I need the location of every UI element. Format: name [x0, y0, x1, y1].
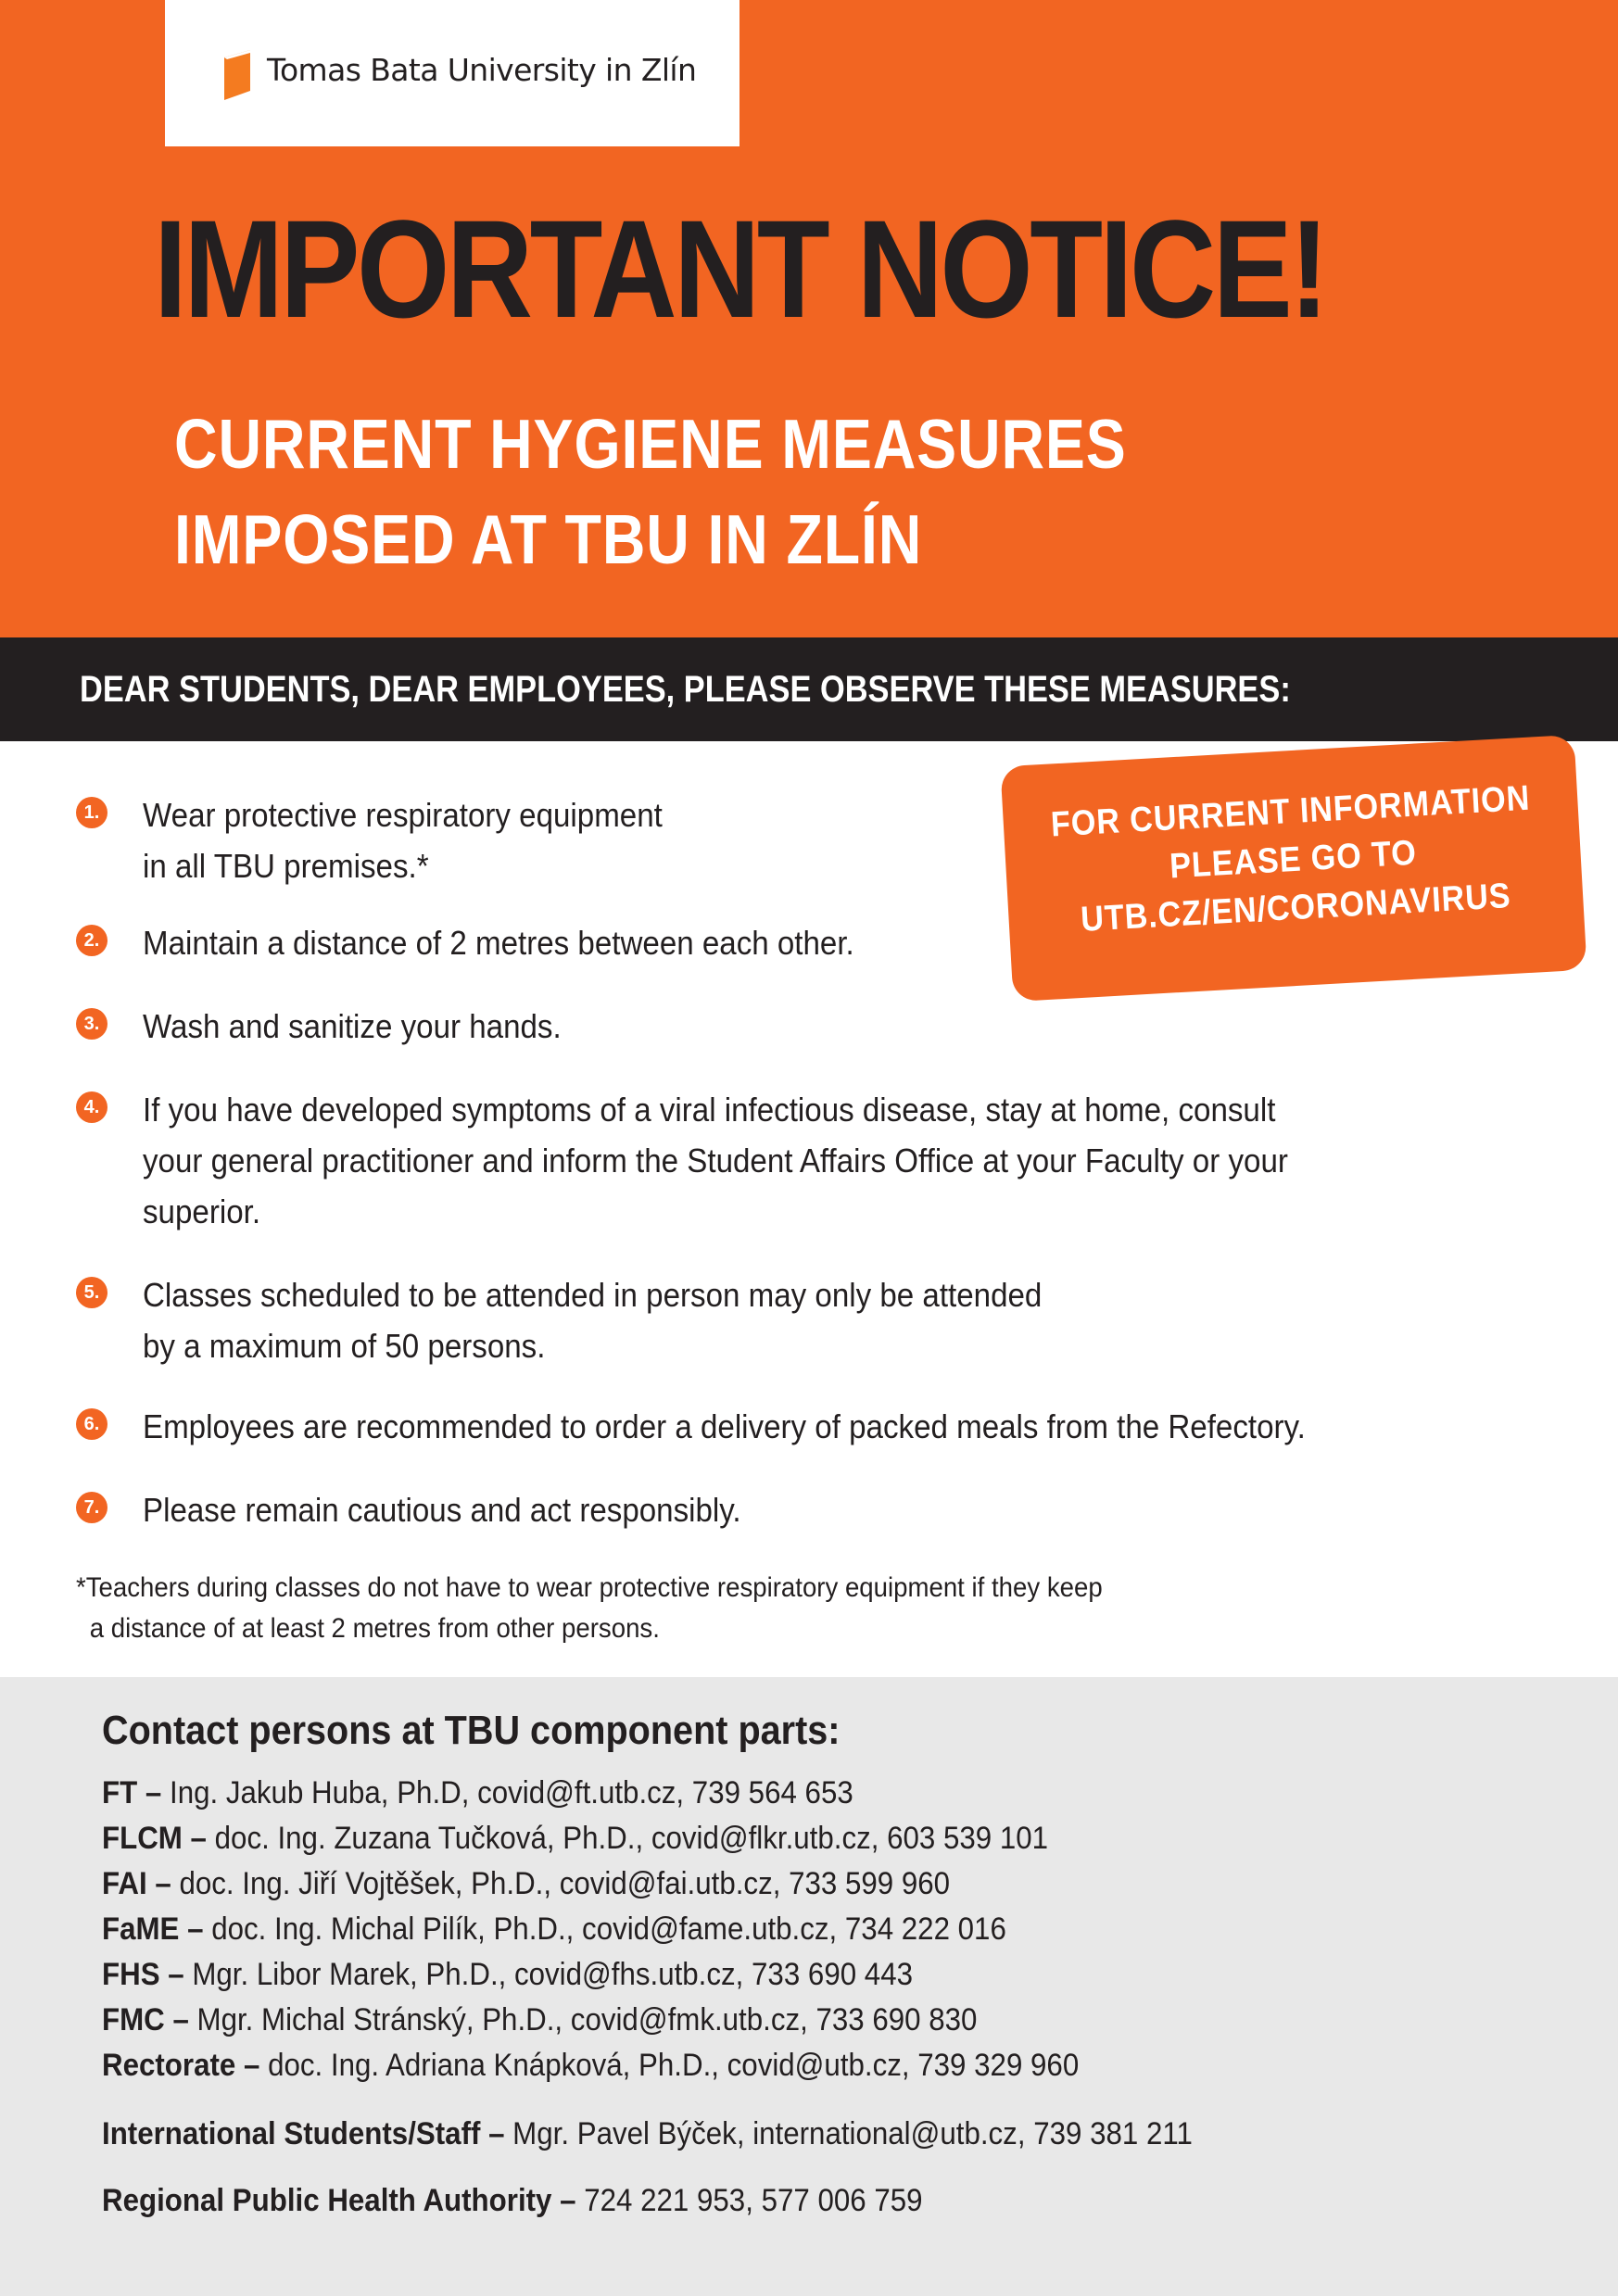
contact-details[interactable]: doc. Ing. Zuzana Tučková, Ph.D., covid@flkr.utb.cz, 603 539 101 — [206, 1821, 1049, 1856]
info-callout[interactable] — [1000, 735, 1586, 1002]
measure-text-line: Wash and sanitize your hands. — [143, 1007, 562, 1045]
contact-details[interactable]: doc. Ing. Jiří Vojtěšek, Ph.D., covid@fai.utb.cz, 733 599 960 — [171, 1866, 951, 1901]
number-badge: 4. — [76, 1091, 107, 1123]
measure-text-line: by a maximum of 50 persons. — [143, 1327, 546, 1365]
contact-unit: Regional Public Health Authority – — [102, 2183, 576, 2218]
footnote — [76, 1568, 1103, 1649]
measure-text-line: Wear protective respiratory equipment — [143, 796, 663, 834]
number-badge: 7. — [76, 1492, 107, 1523]
number-badge: 3. — [76, 1008, 107, 1040]
book-icon — [224, 50, 252, 100]
callout-line-2: PLEASE GO TO — [1169, 833, 1418, 887]
contact-unit: FAI – — [102, 1866, 171, 1901]
number-badge: 2. — [76, 925, 107, 956]
contact-details[interactable]: Ing. Jakub Huba, Ph.D, covid@ft.utb.cz, 739 564 653 — [161, 1775, 853, 1810]
number-badge: 1. — [76, 797, 107, 828]
callout-url-link[interactable]: UTB.CZ/EN/CORONAVIRUS — [1080, 876, 1512, 940]
measure-text-line: Maintain a distance of 2 metres between each other. — [143, 924, 854, 962]
measure-text-line: Employees are recommended to order a delivery of packed meals from the Refectory. — [143, 1407, 1306, 1445]
contact-details[interactable]: Mgr. Michal Stránský, Ph.D., covid@fmk.utb.cz, 733 690 830 — [188, 2002, 978, 2037]
contact-unit: International Students/Staff – — [102, 2116, 505, 2151]
contact-row — [102, 1999, 977, 2041]
contact-details[interactable]: Mgr. Libor Marek, Ph.D., covid@fhs.utb.cz, 733 690 443 — [183, 1957, 913, 1992]
contact-details[interactable]: Mgr. Pavel Býček, international@utb.cz, 739 381 211 — [504, 2116, 1193, 2151]
contact-unit: Rectorate – — [102, 2048, 260, 2083]
contact-row — [102, 1817, 1048, 1860]
measure-text-line: superior. — [143, 1192, 261, 1230]
page-subtitle — [174, 397, 1127, 587]
callout-line-1: FOR CURRENT INFORMATION — [1049, 778, 1532, 845]
page-title: IMPORTANT NOTICE! — [154, 191, 1326, 347]
contact-unit: FMC – — [102, 2002, 189, 2037]
contacts-section — [0, 1677, 1618, 2296]
contact-details[interactable]: 724 221 953, 577 006 759 — [575, 2183, 923, 2218]
contact-unit: FHS – — [102, 1957, 184, 1992]
university-logo[interactable] — [165, 0, 739, 146]
contacts-heading: Contact persons at TBU component parts: — [102, 1708, 841, 1753]
contact-row — [102, 1908, 1006, 1950]
contact-details[interactable]: doc. Ing. Michal Pilík, Ph.D., covid@fame.utb.cz, 734 222 016 — [203, 1911, 1006, 1947]
contact-unit: FLCM – — [102, 1821, 207, 1856]
instruction-banner-text: DEAR STUDENTS, DEAR EMPLOYEES, PLEASE OBSERVE THESE MEASURES: — [80, 669, 1291, 710]
health-authority-contact — [102, 2179, 923, 2222]
measure-text-line: Classes scheduled to be attended in person may only be attended — [143, 1276, 1043, 1314]
number-badge: 6. — [76, 1408, 107, 1440]
international-contact — [102, 2113, 1193, 2155]
measure-text-line: your general practitioner and inform the Student Affairs Office at your Faculty or your — [143, 1142, 1288, 1180]
contact-row — [102, 1772, 853, 1814]
number-badge: 5. — [76, 1277, 107, 1308]
contact-details[interactable]: doc. Ing. Adriana Knápková, Ph.D., covid@utb.cz, 739 329 960 — [259, 2048, 1080, 2083]
contact-row — [102, 1953, 913, 1996]
university-name: Tomas Bata University in Zlín — [267, 52, 697, 88]
contact-row — [102, 1862, 950, 1905]
contact-unit: FaME – — [102, 1911, 204, 1947]
hero-header — [0, 0, 1618, 637]
footnote-line: a distance of at least 2 metres from other persons. — [89, 1613, 660, 1644]
footnote-line: *Teachers during classes do not have to wear protective respiratory equipment if they keep — [76, 1572, 1103, 1603]
subtitle-line-1: CURRENT HYGIENE MEASURES — [174, 405, 1127, 483]
measure-text-line: in all TBU premises.* — [143, 847, 429, 885]
subtitle-line-2: IMPOSED AT TBU IN ZLÍN — [174, 500, 923, 578]
instruction-banner — [0, 637, 1618, 741]
measure-text-line: Please remain cautious and act responsibly. — [143, 1491, 741, 1529]
contact-unit: FT – — [102, 1775, 162, 1810]
measure-text-line: If you have developed symptoms of a viral infectious disease, stay at home, consult — [143, 1091, 1276, 1129]
contact-row — [102, 2044, 1079, 2087]
